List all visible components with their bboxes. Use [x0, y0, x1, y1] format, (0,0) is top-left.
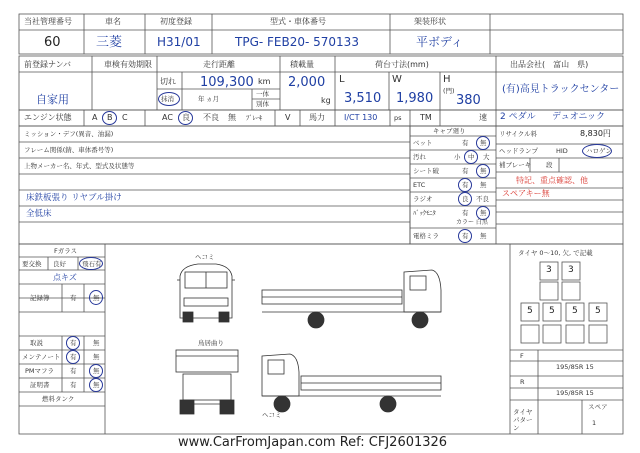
- model-label: 型式・車体番号: [270, 17, 326, 26]
- tire-rear-2: 5: [549, 306, 555, 316]
- kyabu-dirt-circle: [464, 150, 478, 164]
- ac-good: 良: [182, 113, 190, 122]
- tire-front-right: 3: [568, 265, 574, 275]
- menteno-yes: 有: [70, 353, 77, 361]
- kyabu-title: キャブ廻り: [433, 127, 466, 135]
- pedal-value: 2 ペダル: [500, 112, 536, 122]
- kyabu-radio-bad: 不良: [476, 195, 489, 203]
- manual-yes: 有: [70, 339, 77, 347]
- kyabu-etc-circle: [458, 178, 472, 192]
- kyabu-monitor-no: 無: [480, 209, 487, 217]
- diagram-rear-note: 鳥居曲り: [198, 339, 224, 347]
- capacity-label: 積載量: [290, 60, 314, 69]
- seller-name: (有)高見トラックセンター: [502, 84, 620, 95]
- model-value: TPG- FEB20- 570133: [235, 35, 359, 49]
- kyabu-seat-label: シート破: [413, 167, 439, 175]
- H-value: 380: [456, 93, 481, 108]
- truck-front-view: [177, 264, 235, 322]
- ps-unit: ps: [394, 114, 402, 122]
- kyabu-etc-no: 無: [480, 181, 487, 189]
- tire-R-label: R: [520, 378, 525, 386]
- special-title: 特記、重点確認、他: [516, 176, 588, 185]
- fuel-label: 燃料タンク: [42, 395, 75, 403]
- engine-opt-b: B: [107, 113, 113, 122]
- tire-rear-1: 5: [527, 306, 533, 316]
- kanri-value: 60: [44, 35, 61, 50]
- cert-label: 証明書: [30, 381, 50, 389]
- upper-body-label: 上物メーカー名、年式、型式及状態等: [24, 162, 135, 170]
- ac-none: 無: [228, 113, 236, 122]
- manual-circle: [66, 336, 80, 350]
- maker-label: 車名: [105, 17, 121, 26]
- cert-no: 無: [93, 381, 100, 389]
- kyabu-mirror-circle: [458, 229, 472, 243]
- menteno-no: 無: [93, 353, 100, 361]
- tire-pattern-label: タイヤ パターン: [513, 408, 533, 432]
- capacity-value: 2,000: [288, 75, 326, 90]
- pm-circle: [89, 364, 103, 378]
- halogen-circle: [582, 144, 612, 158]
- manual-no: 無: [93, 339, 100, 347]
- year-label: 年: [198, 95, 205, 103]
- power-label: 馬力: [309, 113, 325, 122]
- kyabu-monitor-yes: 有: [462, 209, 469, 217]
- body-value: 平ボディ: [416, 35, 464, 49]
- massho-circle: [158, 92, 180, 106]
- ac-label: AC: [162, 113, 173, 122]
- kyabu-monitor-label: ﾊﾞｯｸﾓﾆﾀ: [413, 209, 436, 217]
- H-label: H: [443, 74, 451, 85]
- kyabu-dirt-label: 汚れ: [413, 153, 426, 161]
- menteno-label: メンテノート: [22, 353, 61, 361]
- halogen-label: ハロゲン: [586, 147, 612, 155]
- v-label: V: [285, 113, 291, 122]
- kyabu-radio-label: ラジオ: [413, 195, 433, 203]
- ac-good-circle: [178, 111, 193, 125]
- brake-label: ﾌﾞﾚｰｷ: [246, 114, 263, 122]
- kyabu-dirt-large: 大: [483, 153, 490, 161]
- tire-rear-4: 5: [595, 306, 601, 316]
- first-reg-label: 初度登録: [160, 17, 192, 26]
- recycle-label: リサイクル料: [499, 130, 538, 138]
- inspection-label: 車検有効期限: [104, 60, 152, 69]
- prev-plate-label: 前登録ナンバ: [24, 60, 72, 69]
- kyabu-radio-circle: [458, 192, 472, 206]
- mileage-label: 走行距離: [203, 60, 235, 69]
- speed-label: 速: [479, 113, 487, 122]
- seller-label: 出品会社( 富山 県): [510, 60, 589, 69]
- remark-note-2: 全低床: [26, 209, 52, 219]
- kyabu-bed-circle: [476, 136, 490, 150]
- kyabu-bed-no: 無: [480, 139, 487, 147]
- betsutai-label: 別体: [256, 100, 269, 108]
- mission-label: ミッション・デフ(異音、油漏): [24, 130, 114, 138]
- tire-F-label: F: [520, 352, 524, 360]
- engine-opt-c: C: [122, 113, 128, 122]
- cert-circle: [89, 378, 103, 392]
- aux-brake-value: 段: [546, 161, 553, 169]
- maker-value: 三菱: [96, 35, 123, 50]
- kyabu-mirror-no: 無: [480, 232, 487, 240]
- fglass-circle: [79, 257, 103, 270]
- spare-value: 1: [592, 419, 597, 427]
- fglass-label: Fガラス: [54, 247, 78, 255]
- use-type: 自家用: [36, 93, 69, 106]
- pm-yes: 有: [70, 367, 77, 375]
- kyabu-mirror-yes: 有: [462, 232, 469, 240]
- record-label: 記録簿: [30, 294, 50, 302]
- kyabu-seat-circle: [476, 164, 490, 178]
- kyabu-bed-label: ベット: [413, 139, 433, 147]
- fglass-note: 点キズ: [53, 273, 77, 282]
- first-reg-value: H31/01: [157, 35, 201, 49]
- diagram-side-note: ヘコミ: [262, 411, 282, 419]
- W-label: W: [392, 74, 402, 85]
- kyabu-etc-yes: 有: [462, 181, 469, 189]
- trans-value: デュオニック: [552, 112, 606, 122]
- truck-side-view-bottom: [262, 354, 441, 412]
- massho-label: 抹消: [161, 95, 174, 103]
- kyabu-dirt-mid: 中: [468, 153, 475, 161]
- kyabu-monitor-color: カラー 白黒: [456, 219, 488, 226]
- kyabu-radio-good: 良: [462, 195, 469, 203]
- spare-label: スペア: [588, 403, 608, 411]
- kyabu-dirt-small: 小: [454, 153, 461, 161]
- pm-label: PMマフラ: [25, 367, 55, 375]
- truck-side-view-top: [262, 270, 441, 328]
- manual-label: 取説: [30, 339, 43, 347]
- tm-label: TM: [420, 113, 432, 122]
- kyabu-monitor-circle: [476, 206, 490, 220]
- kyabu-bed-yes: 有: [462, 139, 469, 147]
- kyabu-mirror-label: 電格ミラ: [413, 232, 439, 240]
- fglass-opt-3: 飛石有: [82, 260, 102, 268]
- kanri-label: 当社管理番号: [24, 17, 72, 26]
- record-yes: 有: [70, 294, 77, 302]
- ittai-label: 一体: [256, 90, 269, 98]
- body-label: 架装形状: [414, 17, 446, 26]
- menteno-circle: [66, 350, 80, 364]
- tire-front-left: 3: [546, 265, 552, 275]
- engine-label: エンジン状態: [24, 113, 72, 122]
- ac-bad: 不良: [203, 113, 219, 122]
- record-no: 無: [93, 294, 100, 302]
- tire-F-size: 195/85R 15: [556, 363, 594, 371]
- fglass-opt-1: 要交換: [22, 260, 42, 268]
- power-value: I/CT 130: [344, 113, 378, 122]
- H-sub: (門): [443, 87, 455, 95]
- headlamp-label: ヘッドランプ: [499, 147, 538, 155]
- truck-rear-view: [176, 350, 238, 414]
- km-unit: km: [258, 77, 271, 86]
- W-value: 1,980: [396, 91, 434, 106]
- kg-unit: kg: [321, 96, 331, 105]
- fglass-opt-2: 良好: [53, 260, 66, 268]
- kyabu-seat-no: 無: [480, 167, 487, 175]
- kyabu-seat-yes: 有: [462, 167, 469, 175]
- kire-label: 切れ: [160, 77, 176, 86]
- engine-b-circle: [102, 111, 117, 125]
- hid-label: HID: [556, 147, 568, 155]
- remark-note-1: 床鉄板張り リヤブル掛け: [26, 193, 122, 203]
- recycle-value: 8,830円: [580, 129, 611, 138]
- L-label: L: [339, 74, 345, 85]
- kyabu-etc-label: ETC: [413, 181, 426, 189]
- tire-rear-3: 5: [572, 306, 578, 316]
- tire-title: タイヤ 0〜10, 欠, で記載: [518, 249, 593, 257]
- cargo-dim-label: 荷台寸法(mm): [375, 60, 429, 69]
- mileage-value: 109,300: [200, 75, 254, 90]
- L-value: 3,510: [344, 91, 382, 106]
- cert-yes: 有: [70, 381, 77, 389]
- frame-label: フレーム関係(錆、車体番号等): [24, 146, 114, 154]
- aux-brake-label: 補ブレーキ: [499, 161, 532, 169]
- tire-R-size: 195/85R 15: [556, 389, 594, 397]
- month-label: ヵ月: [206, 95, 219, 103]
- watermark: www.CarFromJapan.com Ref: CFJ2601326: [178, 435, 448, 450]
- diagram-front-note: ヘコミ: [195, 253, 215, 261]
- record-circle: [89, 290, 103, 305]
- engine-opt-a: A: [92, 113, 98, 122]
- pm-no: 無: [93, 367, 100, 375]
- special-note: スペアキー無: [502, 189, 550, 198]
